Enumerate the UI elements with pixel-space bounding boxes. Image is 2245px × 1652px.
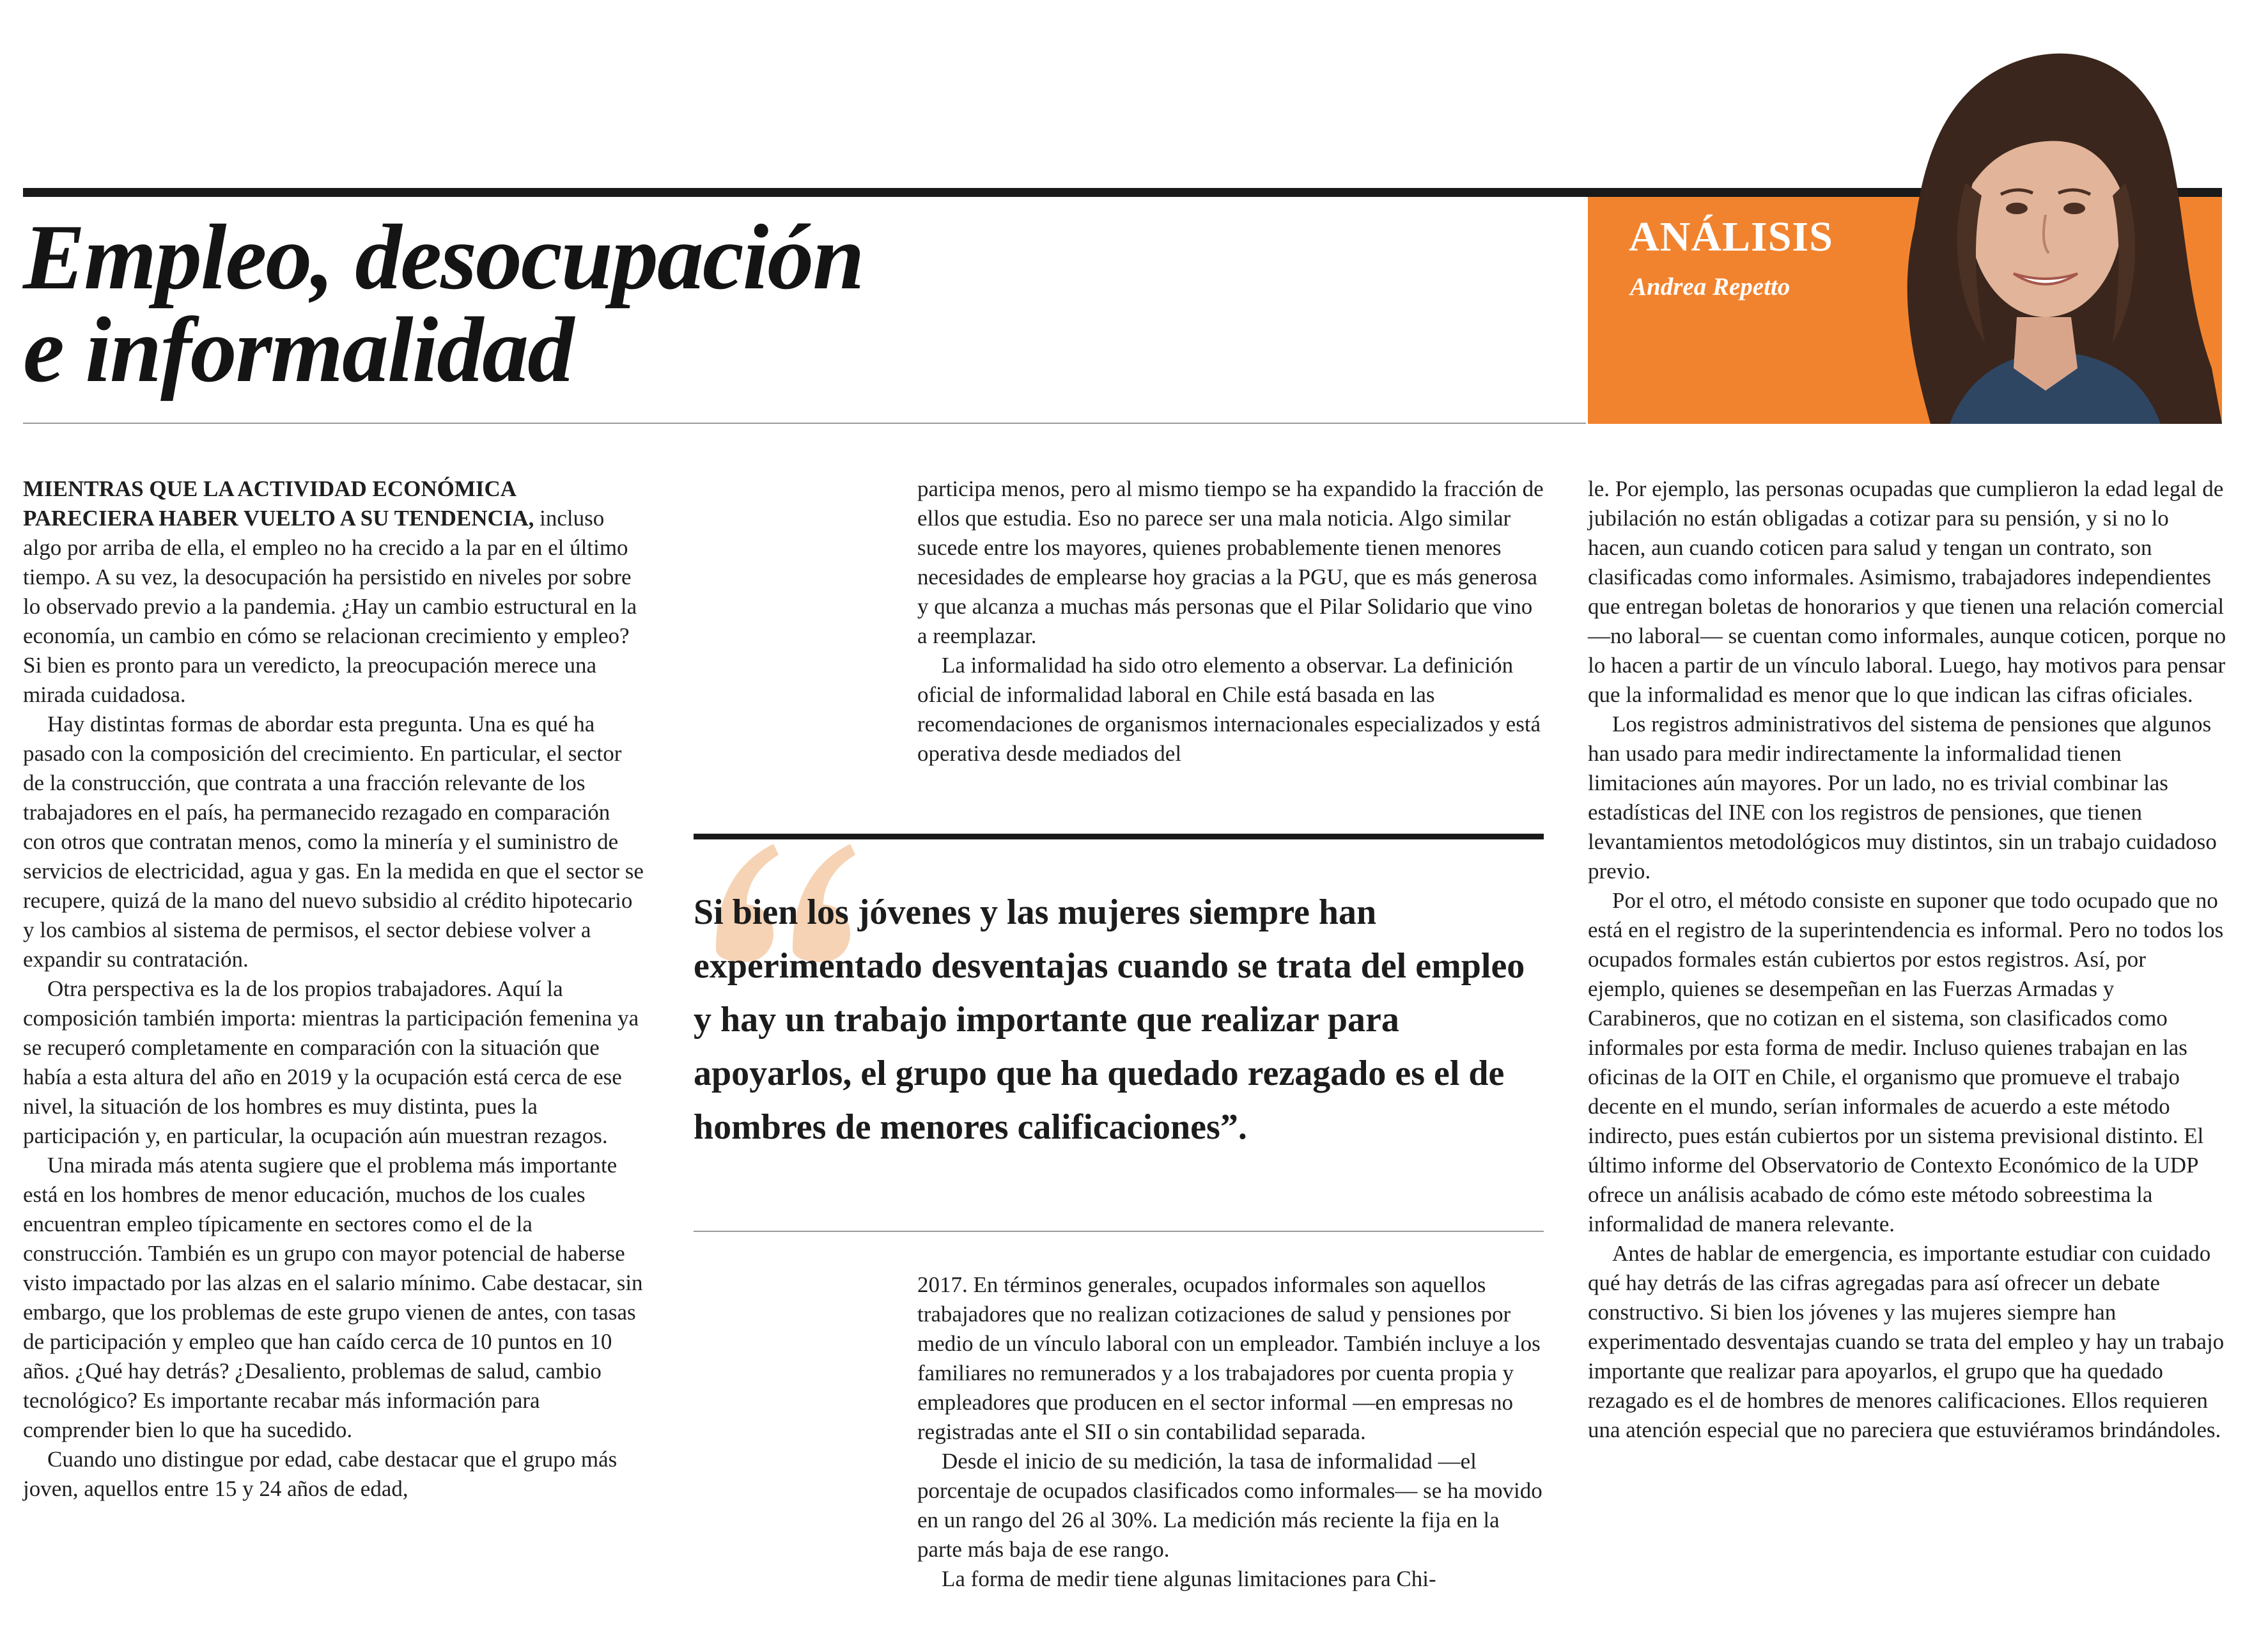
headline — [23, 205, 1557, 401]
headline-line-1: Empleo, desocupación — [23, 205, 864, 309]
pull-quote: Si bien los jóvenes y las mujeres siempre han experimentado desventajas cuando se trata del empleo y hay un trabajo importante que realizar para apoyarlos, el grupo que ha quedado rezagado es el de hombres de menores calificaciones”. — [694, 892, 1525, 1147]
author-portrait — [1854, 23, 2222, 424]
article-column-2-bottom — [917, 1270, 1544, 1594]
paragraph: participa menos, pero al mismo tiempo se ha expandido la fracción de ellos que estudia. Eso no parece ser una mala noticia. Algo similar sucede entre los mayores, quienes probablemente tienen menores necesidades de emplearse hoy gracias a la PGU, que es más generosa y que alcanza a muchas más personas que el Pilar Solidario que vino a reemplazar. — [917, 476, 1544, 648]
lead-in: MIENTRAS QUE LA ACTIVIDAD ECONÓMICA PARECIERA HABER VUELTO A SU TENDENCIA, — [23, 476, 534, 531]
paragraph-text: incluso algo por arriba de ella, el empleo no ha crecido a la par en el último tiempo. A su vez, la desocupación ha persistido en niveles por sobre lo observado previo a la pandemia. ¿Hay un cambio estructural en la economía, un cambio en cómo se relacionan crecimiento y empleo? Si bien es pronto para un veredicto, la preocupación merece una mirada cuidadosa. — [23, 506, 637, 707]
article-column-2-top — [917, 474, 1544, 768]
pull-quote-bottom-rule — [694, 1231, 1544, 1232]
paragraph: Desde el inicio de su medición, la tasa de informalidad —el porcentaje de ocupados clasificados como informales— se ha movido en un rango del 26 al 30%. La medición más reciente la fija en la parte más baja de ese rango. — [917, 1449, 1542, 1562]
headline-divider — [23, 423, 1586, 424]
headline-line-2: e informalidad — [23, 298, 573, 401]
paragraph: 2017. En términos generales, ocupados informales son aquellos trabajadores que no realizan cotizaciones de salud y pensiones por medio de un vínculo laboral con un empleador. También incluye a los familiares no remunerados y a los trabajadores por cuenta propia y empleadores que producen en el sector informal —en empresas no registradas ante el SII o sin contabilidad separada. — [917, 1272, 1541, 1444]
paragraph: Una mirada más atenta sugiere que el problema más importante está en los hombres de menor educación, muchos de los cuales encuentran empleo típicamente en sectores como el de la construcción. También es un grupo con mayor potencial de haberse visto impactado por las alzas en el salario mínimo. Cabe destacar, sin embargo, que los problemas de este grupo vienen de antes, con tasas de participación y empleo que han caído cerca de 10 puntos en 10 años. ¿Qué hay detrás? ¿Desaliento, problemas de salud, cambio tecnológico? Es importante recabar más información para comprender bien lo que ha sucedido. — [23, 1153, 643, 1442]
paragraph: Antes de hablar de emergencia, es importante estudiar con cuidado qué hay detrás de las cifras agregadas para así ofrecer un debate constructivo. Si bien los jóvenes y las mujeres siempre han experimentado desventajas cuando se trata del empleo y hay un trabajo importante que realizar para apoyarlos, el grupo que ha quedado rezagado es el de hombres de menores calificaciones. Ellos requieren una atención especial que no pareciera que estuviéramos brindándoles. — [1588, 1241, 2225, 1442]
author-byline: Andrea Repetto — [1630, 273, 1791, 300]
section-label: ANÁLISIS — [1629, 214, 1833, 260]
article-column-1 — [23, 474, 646, 1504]
paragraph: Cuando uno distingue por edad, cabe destacar que el grupo más joven, aquellos entre 15 y 24 años de edad, — [23, 1447, 618, 1501]
paragraph — [23, 474, 646, 710]
paragraph: le. Por ejemplo, las personas ocupadas que cumplieron la edad legal de jubilación no están obligadas a cotizar para su pensión, y si no lo hacen, aun cuando coticen para salud y tengan un contrato, son clasificadas como informales. Asimismo, trabajadores independientes que entregan boletas de honorarios y que tienen una relación comercial —no laboral— se cuentan como informales, aunque coticen, porque no lo hacen a partir de un vínculo laboral. Luego, hay motivos para pensar que la informalidad es menor que lo que indican las cifras oficiales. — [1588, 476, 2226, 707]
paragraph: La forma de medir tiene algunas limitaciones para Chi- — [942, 1566, 1436, 1591]
article-column-3 — [1588, 474, 2227, 1445]
paragraph: La informalidad ha sido otro elemento a observar. La definición oficial de informalidad laboral en Chile está basada en las recomendaciones de organismos internacionales especializados y está operativa desde mediados del — [917, 653, 1541, 766]
paragraph: Por el otro, el método consiste en suponer que todo ocupado que no está en el registro de la superintendencia es informal. Pero no todos los ocupados formales están cubiertos por estos registros. Así, por ejemplo, quienes se desempeñan en las Fuerzas Armadas y Carabineros, que no cotizan en el sistema, son clasificados como informales por esta forma de medir. Incluso quienes trabajan en las oficinas de la OIT en Chile, el organismo que promueve el trabajo decente en el mundo, serían informales de acuerdo a este método indirecto, pues están cubiertos por un sistema previsional distinto. El último informe del Observatorio de Contexto Económico de la UDP ofrece un análisis acabado de cómo este método sobreestima la informalidad de manera relevante. — [1588, 888, 2224, 1236]
paragraph: Otra perspectiva es la de los propios trabajadores. Aquí la composición también importa: mientras la participación femenina ya se recuperó completamente en comparación con la situación que había a esta altura del año en 2019 y la ocupación está cerca de ese nivel, la situación de los hombres es muy distinta, pues la participación y, en particular, la ocupación aún muestran rezagos. — [23, 976, 639, 1148]
paragraph: Los registros administrativos del sistema de pensiones que algunos han usado para medir indirectamente la informalidad tienen limitaciones aún mayores. Por un lado, no es trivial combinar las estadísticas del INE con los registros de pensiones, que tienen levantamientos metodológicos muy distintos, sin un trabajo cuidadoso previo. — [1588, 712, 2217, 884]
paragraph: Hay distintas formas de abordar esta pregunta. Una es qué ha pasado con la composición del crecimiento. En particular, el sector de la construcción, que contrata a una fracción relevante de los trabajadores en el país, ha permanecido rezagado en comparación con otros que contratan menos, como la minería y el suministro de servicios de electricidad, agua y gas. En la medida en que el sector se recupere, quizá de la mano del nuevo subsidio al crédito hipotecario y los cambios al sistema de permisos, el sector debiese volver a expandir su contratación. — [23, 712, 644, 972]
